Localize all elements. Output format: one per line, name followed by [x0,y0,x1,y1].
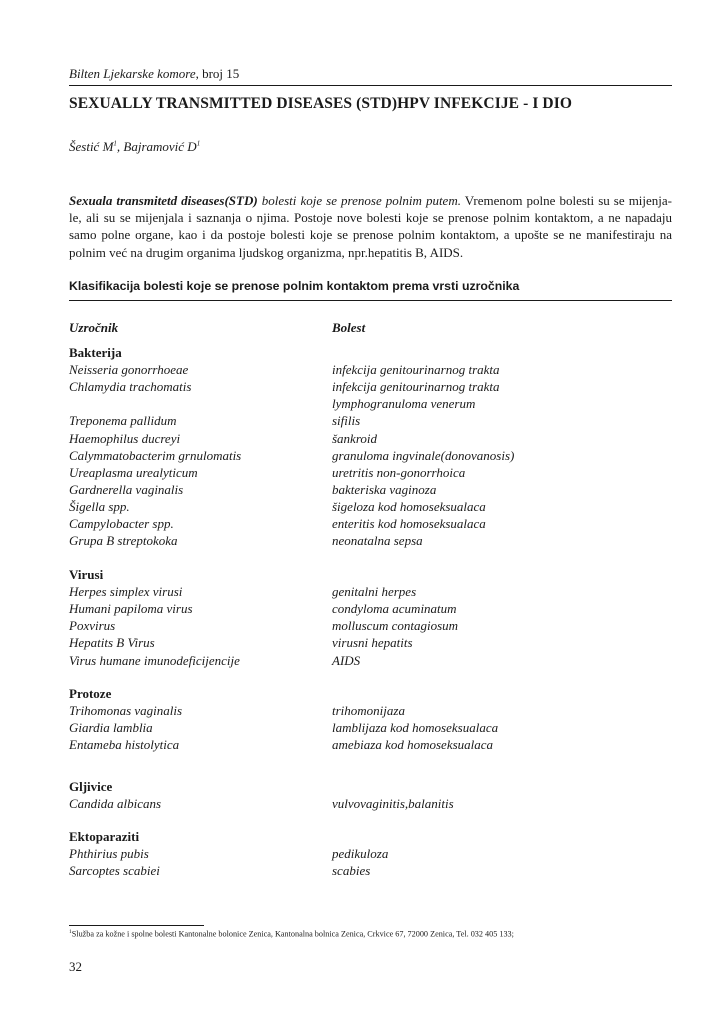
disease-cell: šigeloza kod homoseksualaca [332,498,486,514]
agent-cell: Gardnerella vaginalis [69,481,184,497]
table-row [69,515,672,532]
agent-cell: Giardia lamblia [69,720,153,736]
table-row [69,719,672,736]
agent-cell: Ureaplasma urealyticum [69,464,198,480]
agent-cell: Calymmatobacterim grnulomatis [69,447,242,463]
disease-cell: trihomonijaza [332,703,405,719]
table-row [69,532,672,549]
agent-cell: Trihomonas vaginalis [69,703,183,719]
agent-cell: Humani papiloma virus [69,601,193,617]
authors [69,139,200,155]
table-row [69,652,672,669]
group-heading: Gljivice [69,779,113,794]
page-number: 32 [69,959,82,974]
author-separator: , [116,139,124,154]
intro-paragraph [69,192,672,261]
intro-body: Vremenom polne bolesti su se mijenja-le, ali su se mijenjala i saznanja o njima. Postoje nove bolesti koje se prenose polnim kontaktom, a ne napadaju samo polne organe, kao i da postoje bolesti koje se prenose polnim kontaktom, a upošte se ne manifestiraju na polnim već na drugim organima ljudskog organizma, npr.hepatitis B, AIDS. [69,193,673,260]
disease-cell: AIDS [332,652,361,668]
disease-cell: lamblijaza kod homoseksualaca [332,720,499,736]
agent-cell: Neisseria gonorrhoeae [69,362,189,378]
disease-cell: condyloma acuminatum [332,601,457,617]
group-heading: Virusi [69,567,104,582]
disease-cell: pedikuloza [332,846,389,862]
disease-cell: neonatalna sepsa [332,533,423,549]
author-2: Bajramović D [123,139,197,154]
agent-cell: Haemophilus ducreyi [69,430,181,446]
agent-cell: Herpes simplex virusi [69,584,183,600]
table-row [69,736,672,753]
author-2-affiliation: 1 [196,139,201,148]
journal-issue: , broj 15 [195,66,240,81]
disease-cell: uretritis non-gonorrhoica [332,464,466,480]
disease-cell: infekcija genitourinarnog trakta [332,379,500,395]
section-rule [69,300,672,301]
agent-cell: Entameba histolytica [69,737,180,753]
table-row [69,498,672,515]
disease-cell: infekcija genitourinarnog trakta [332,362,500,378]
disease-cell: enteritis kod homoseksualaca [332,516,486,531]
table-row [69,464,672,481]
journal-name: Bilten Ljekarske komore [69,66,196,81]
author-1-affiliation: 1 [113,139,117,148]
table-row [69,412,672,429]
table-row [69,361,672,378]
table-row [69,617,672,634]
table-row [69,378,672,395]
agent-cell: Poxvirus [69,618,116,634]
table-row [69,583,672,600]
disease-cell: granuloma ingvinale(donovanosis) [332,447,515,463]
disease-cell: lymphogranuloma venerum [332,396,476,412]
group-heading: Ektoparaziti [69,829,140,844]
intro-lead-definition: bolesti koje se prenose polnim putem. [257,193,461,208]
agent-cell: Hepatits B Virus [69,635,155,651]
footnote-marker: 1 [69,929,72,935]
agent-cell: Phthirius pubis [69,846,149,862]
agent-cell: Grupa B streptokoka [69,533,178,549]
intro-lead [69,193,461,208]
author-1: Šestić M [69,139,114,154]
table-row [69,702,672,719]
table-row [69,862,672,879]
table-row [69,600,672,617]
column-header-disease: Bolest [332,320,366,335]
agent-cell: Treponema pallidum [69,413,177,429]
table-row [69,795,672,812]
header-rule [69,85,672,86]
table-row [69,845,672,862]
section-heading: Klasifikacija bolesti koje se prenose polnim kontaktom prema vrsti uzročnika [69,279,520,293]
agent-cell: Šigella spp. [69,498,130,514]
footnote-rule [69,925,204,926]
disease-cell: amebiaza kod homoseksualaca [332,737,494,753]
table-row [69,481,672,498]
disease-cell: bakteriska vaginoza [332,481,437,497]
agent-cell: Virus humane imunodeficijencije [69,652,240,668]
agent-cell: Candida albicans [69,796,162,812]
disease-cell: vulvovaginitis,balanitis [332,796,454,812]
article-title: SEXUALLY TRANSMITTED DISEASES (STD)HPV INFEKCIJE - I DIO [69,95,573,112]
disease-cell: šankroid [332,430,378,446]
table-row [69,634,672,651]
table-row [69,395,672,412]
group-heading: Bakterija [69,345,122,360]
journal-header [69,66,239,82]
disease-cell: genitalni herpes [332,584,417,600]
disease-cell: virusni hepatits [332,635,413,651]
agent-cell: Chlamydia trachomatis [69,379,192,395]
agent-cell: Sarcoptes scabiei [69,863,160,879]
table-row [69,447,672,464]
table-row [69,430,672,447]
agent-cell: Campylobacter spp. [69,516,174,531]
intro-lead-term: Sexuala transmitetd diseases(STD) [69,193,258,208]
footnote-text: Služba za kožne i spolne bolesti Kantonalne bolonice Zenica, Kantonalna bolnica Zenica, Crkvice 67, 72000 Zenica, Tel. 032 405 133; [71,929,514,939]
disease-cell: scabies [332,863,371,879]
disease-cell: molluscum contagiosum [332,618,459,634]
footnote [69,929,514,939]
disease-cell: sifilis [332,413,361,429]
column-header-agent: Uzročnik [69,320,119,335]
group-heading: Protoze [69,686,112,701]
